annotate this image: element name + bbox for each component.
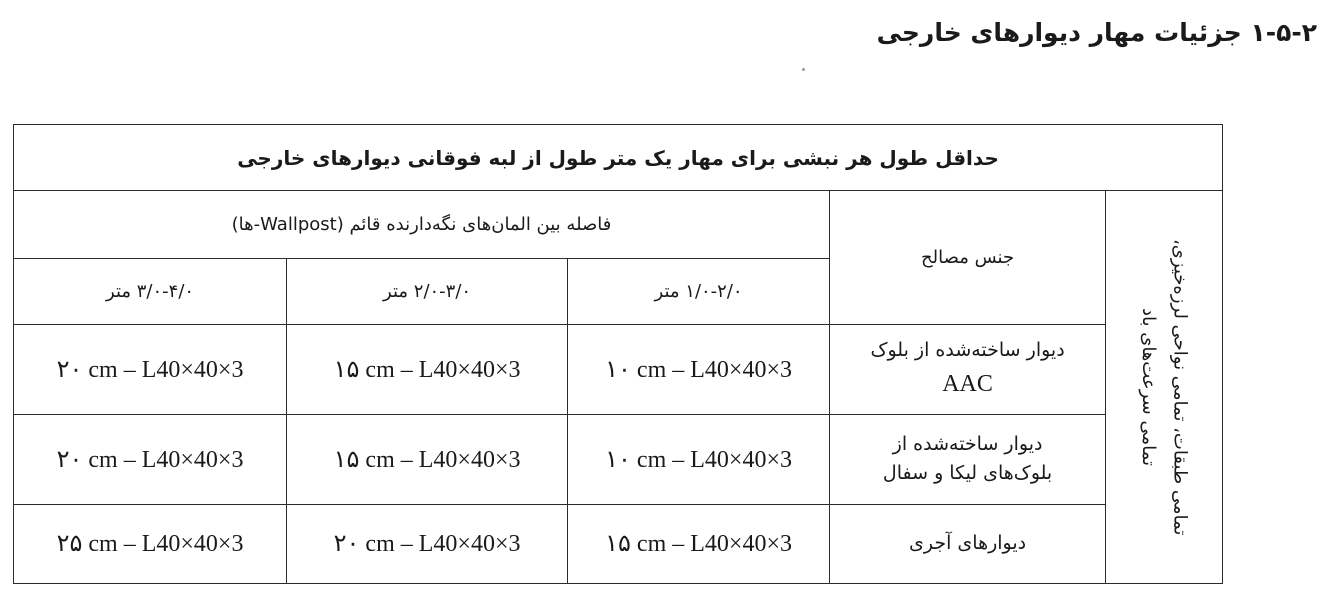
spacing-column-header: ۱/۰-۲/۰ متر — [568, 259, 830, 325]
anchorage-spec-table — [13, 124, 1223, 584]
value-cell: ۲۰ cm – L40×40×3 — [287, 504, 568, 583]
spacing-column-header: ۲/۰-۳/۰ متر — [287, 259, 568, 325]
material-cell — [830, 504, 1106, 583]
table-row — [14, 325, 1223, 415]
value-cell: ۲۰ cm – L40×40×3 — [14, 415, 287, 505]
material-header: جنس مصالح — [830, 191, 1106, 325]
spacing-header: فاصله بین المان‌های نگه‌دارنده قائم (Wallpost-ها) — [14, 191, 830, 259]
material-line-1: دیوار ساخته‌شده از بلوک — [870, 339, 1065, 362]
value-cell: ۱۰ cm – L40×40×3 — [568, 415, 830, 505]
value-cell: ۱۵ cm – L40×40×3 — [287, 415, 568, 505]
scope-label — [1133, 239, 1196, 535]
table-row — [14, 415, 1223, 505]
table-header-row — [14, 191, 1223, 259]
material-line-2: بلوک‌های لیکا و سفال — [882, 462, 1053, 485]
value-cell: ۲۰ cm – L40×40×3 — [14, 325, 287, 415]
table-title-row — [14, 125, 1223, 191]
table-row — [14, 504, 1223, 583]
material-line-1: دیوارهای آجری — [909, 532, 1027, 555]
material-cell — [830, 325, 1106, 415]
value-cell: ۱۵ cm – L40×40×3 — [287, 325, 568, 415]
value-cell: ۱۵ cm – L40×40×3 — [568, 504, 830, 583]
table-title: حداقل طول هر نبشی برای مهار یک متر طول از لبه فوقانی دیوارهای خارجی — [14, 125, 1223, 191]
value-cell: ۲۵ cm – L40×40×3 — [14, 504, 287, 583]
scope-label-line-1: تمامی طبقات، تمامی نواحی لرزه‌خیزی، — [1169, 238, 1191, 536]
section-heading: ۱-۵-۲ جزئیات مهار دیوارهای خارجی — [876, 18, 1317, 47]
spacing-column-header: ۳/۰-۴/۰ متر — [14, 259, 287, 325]
material-cell — [830, 415, 1106, 505]
value-cell: ۱۰ cm – L40×40×3 — [568, 325, 830, 415]
material-line-2: AAC — [942, 370, 993, 397]
scope-cell — [1106, 191, 1223, 584]
material-line-1: دیوار ساخته‌شده از — [892, 432, 1043, 455]
scan-speck — [802, 68, 805, 71]
scope-label-line-2: تمامی سرعت‌های باد — [1138, 308, 1160, 467]
